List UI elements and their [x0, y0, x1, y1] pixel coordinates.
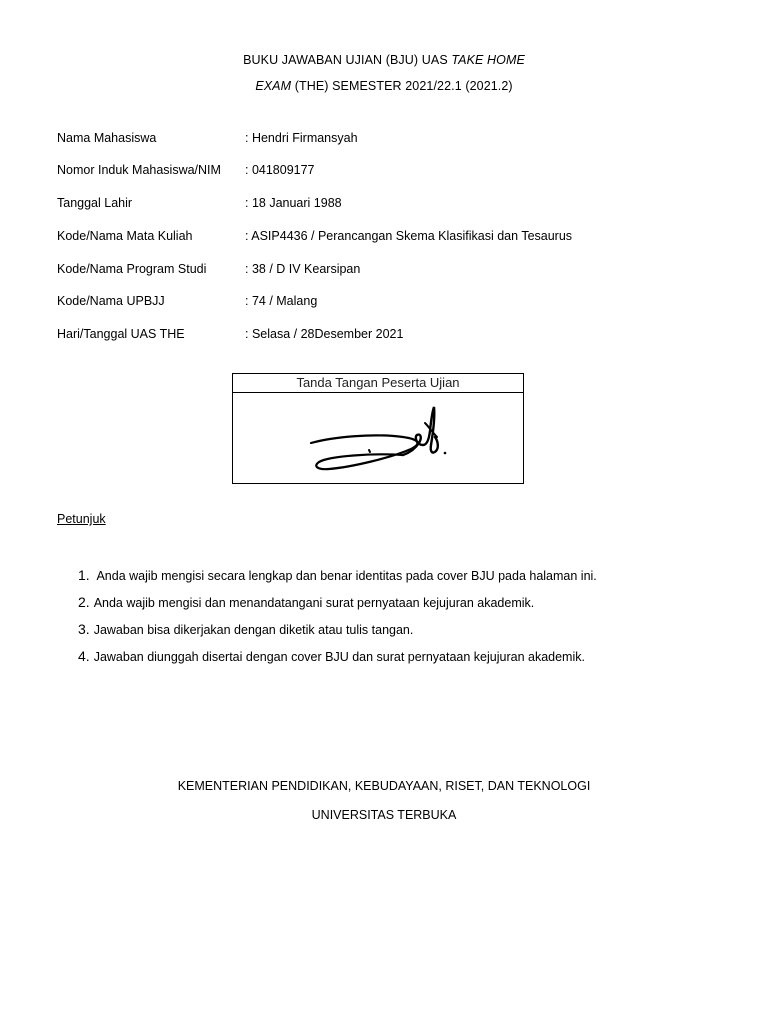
document-title-line-2: [0, 79, 768, 93]
field-label-tanggal-lahir: Tanggal Lahir: [57, 196, 133, 210]
title-line-2-italic: EXAM: [255, 79, 292, 93]
instruction-number: 4.: [78, 648, 90, 664]
ministry-name: KEMENTERIAN PENDIDIKAN, KEBUDAYAAN, RISET, DAN TEKNOLOGI: [177, 779, 591, 793]
field-label-nim: Nomor Induk Mahasiswa/NIM: [57, 163, 221, 177]
instruction-text: Jawaban diunggah disertai dengan cover BJU dan surat pernyataan kejujuran akademik.: [93, 650, 585, 664]
signature-area: [233, 393, 523, 484]
title-line-2-text: (THE) SEMESTER 2021/22.1 (2021.2): [291, 79, 513, 93]
field-label-mata-kuliah: Kode/Nama Mata Kuliah: [57, 229, 193, 243]
instruction-text: Anda wajib mengisi dan menandatangani surat pernyataan kejujuran akademik.: [93, 596, 535, 610]
instruction-text: Jawaban bisa dikerjakan dengan diketik atau tulis tangan.: [93, 623, 414, 637]
instruction-item: [78, 621, 413, 637]
signature-box-header: Tanda Tangan Peserta Ujian: [233, 374, 523, 393]
instruction-item: [78, 567, 597, 583]
field-value-upbjj: : 74 / Malang: [245, 294, 318, 308]
field-label-nama: Nama Mahasiswa: [57, 131, 157, 145]
instruction-number: 1.: [78, 567, 90, 583]
instruction-number: 2.: [78, 594, 90, 610]
instruction-text: Anda wajib mengisi secara lengkap dan benar identitas pada cover BJU pada halaman ini.: [93, 569, 597, 583]
field-label-upbjj: Kode/Nama UPBJJ: [57, 294, 165, 308]
field-value-nim: : 041809177: [245, 163, 315, 177]
field-label-hari-tanggal: Hari/Tanggal UAS THE: [57, 327, 185, 341]
title-line-1-italic: TAKE HOME: [451, 53, 525, 67]
signature-box: [232, 373, 524, 484]
instruction-item: [78, 594, 534, 610]
field-value-tanggal-lahir: : 18 Januari 1988: [245, 196, 342, 210]
field-label-program-studi: Kode/Nama Program Studi: [57, 262, 207, 276]
instructions-title: Petunjuk: [57, 512, 106, 526]
document-title-line-1: [0, 53, 768, 67]
field-value-nama: : Hendri Firmansyah: [245, 131, 358, 145]
university-name: UNIVERSITAS TERBUKA: [311, 808, 457, 822]
handwritten-signature: [233, 393, 523, 484]
title-line-1-text: BUKU JAWABAN UJIAN (BJU) UAS: [243, 53, 452, 67]
instruction-number: 3.: [78, 621, 90, 637]
field-value-hari-tanggal: : Selasa / 28Desember 2021: [245, 327, 404, 341]
field-value-mata-kuliah: : ASIP4436 / Perancangan Skema Klasifikasi dan Tesaurus: [245, 229, 573, 243]
instruction-item: [78, 648, 585, 664]
field-value-program-studi: : 38 / D IV Kearsipan: [245, 262, 361, 276]
